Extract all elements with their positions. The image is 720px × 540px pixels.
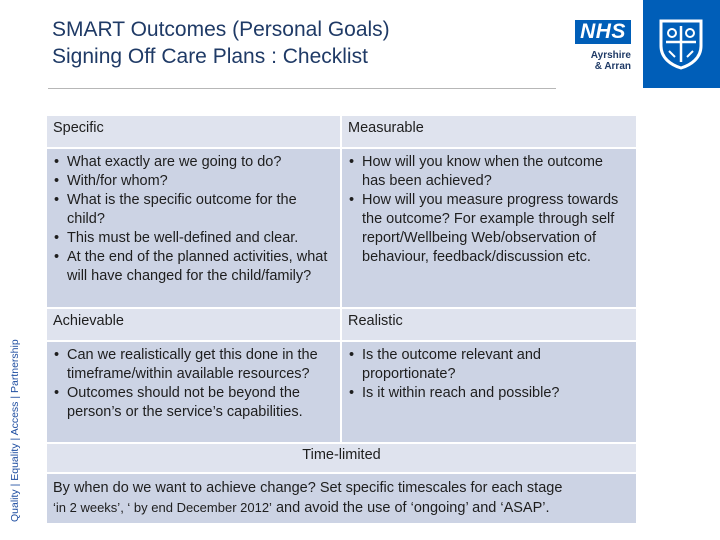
achievable-heading: Achievable	[46, 308, 341, 341]
side-bar	[0, 0, 34, 540]
nhs-region	[575, 50, 637, 72]
realistic-body	[341, 341, 637, 443]
table-row	[46, 148, 637, 308]
nhs-region-line-1: Ayrshire	[590, 50, 631, 61]
time-limited-line-1: By when do we want to achieve change? Set specific timescales for each stage	[53, 480, 563, 496]
values-strapline: Quality | Equality | Access | Partnership	[9, 339, 21, 522]
title-line-2: Signing Off Care Plans : Checklist	[52, 45, 368, 68]
measurable-heading: Measurable	[341, 115, 637, 148]
list-item: • What exactly are we going to do?	[67, 153, 334, 172]
list-item: • Is the outcome relevant and proportionate?	[362, 346, 630, 384]
nhs-wordmark: NHS	[575, 20, 631, 44]
list-item: • Is it within reach and possible?	[362, 384, 630, 403]
table-row	[46, 473, 637, 524]
list-item: • At the end of the planned activities, what will have changed for the child/family?	[67, 248, 334, 286]
list-item: • What is the specific outcome for the child?	[67, 191, 334, 229]
title-line-1: SMART Outcomes (Personal Goals)	[52, 18, 390, 41]
table-row	[46, 443, 637, 473]
list-item: • With/for whom?	[67, 172, 334, 191]
list-item: • Outcomes should not be beyond the person’s or the service’s capabilities.	[67, 384, 334, 422]
shield-crest-icon	[658, 18, 704, 70]
specific-heading: Specific	[46, 115, 341, 148]
specific-body	[46, 148, 341, 308]
achievable-body	[46, 341, 341, 443]
nhs-region-line-2: & Arran	[594, 61, 631, 72]
list-item: • Can we realistically get this done in the timeframe/within available resources?	[67, 346, 334, 384]
brand-panel	[643, 0, 720, 88]
smart-checklist-table	[45, 114, 638, 525]
time-limited-heading: Time-limited	[46, 443, 637, 473]
nhs-logo	[575, 20, 637, 80]
table-row	[46, 115, 637, 148]
time-limited-line-2	[53, 498, 630, 518]
time-limited-rest: and avoid the use of ‘ongoing’ and ‘ASAP’.	[271, 500, 550, 516]
realistic-heading: Realistic	[341, 308, 637, 341]
time-limited-body	[46, 473, 637, 524]
title-divider	[48, 88, 556, 89]
list-item: • How will you measure progress towards the outcome? For example through self report/Wellbeing Web/observation of behaviour, feedback/discussion etc.	[362, 191, 630, 267]
timescale-example: ‘in 2 weeks’, ‘ by end December 2012’	[53, 500, 272, 515]
table-row	[46, 308, 637, 341]
measurable-body	[341, 148, 637, 308]
list-item: • This must be well-defined and clear.	[67, 229, 334, 248]
table-row	[46, 341, 637, 443]
page-title	[52, 16, 532, 70]
list-item: • How will you know when the outcome has been achieved?	[362, 153, 630, 191]
